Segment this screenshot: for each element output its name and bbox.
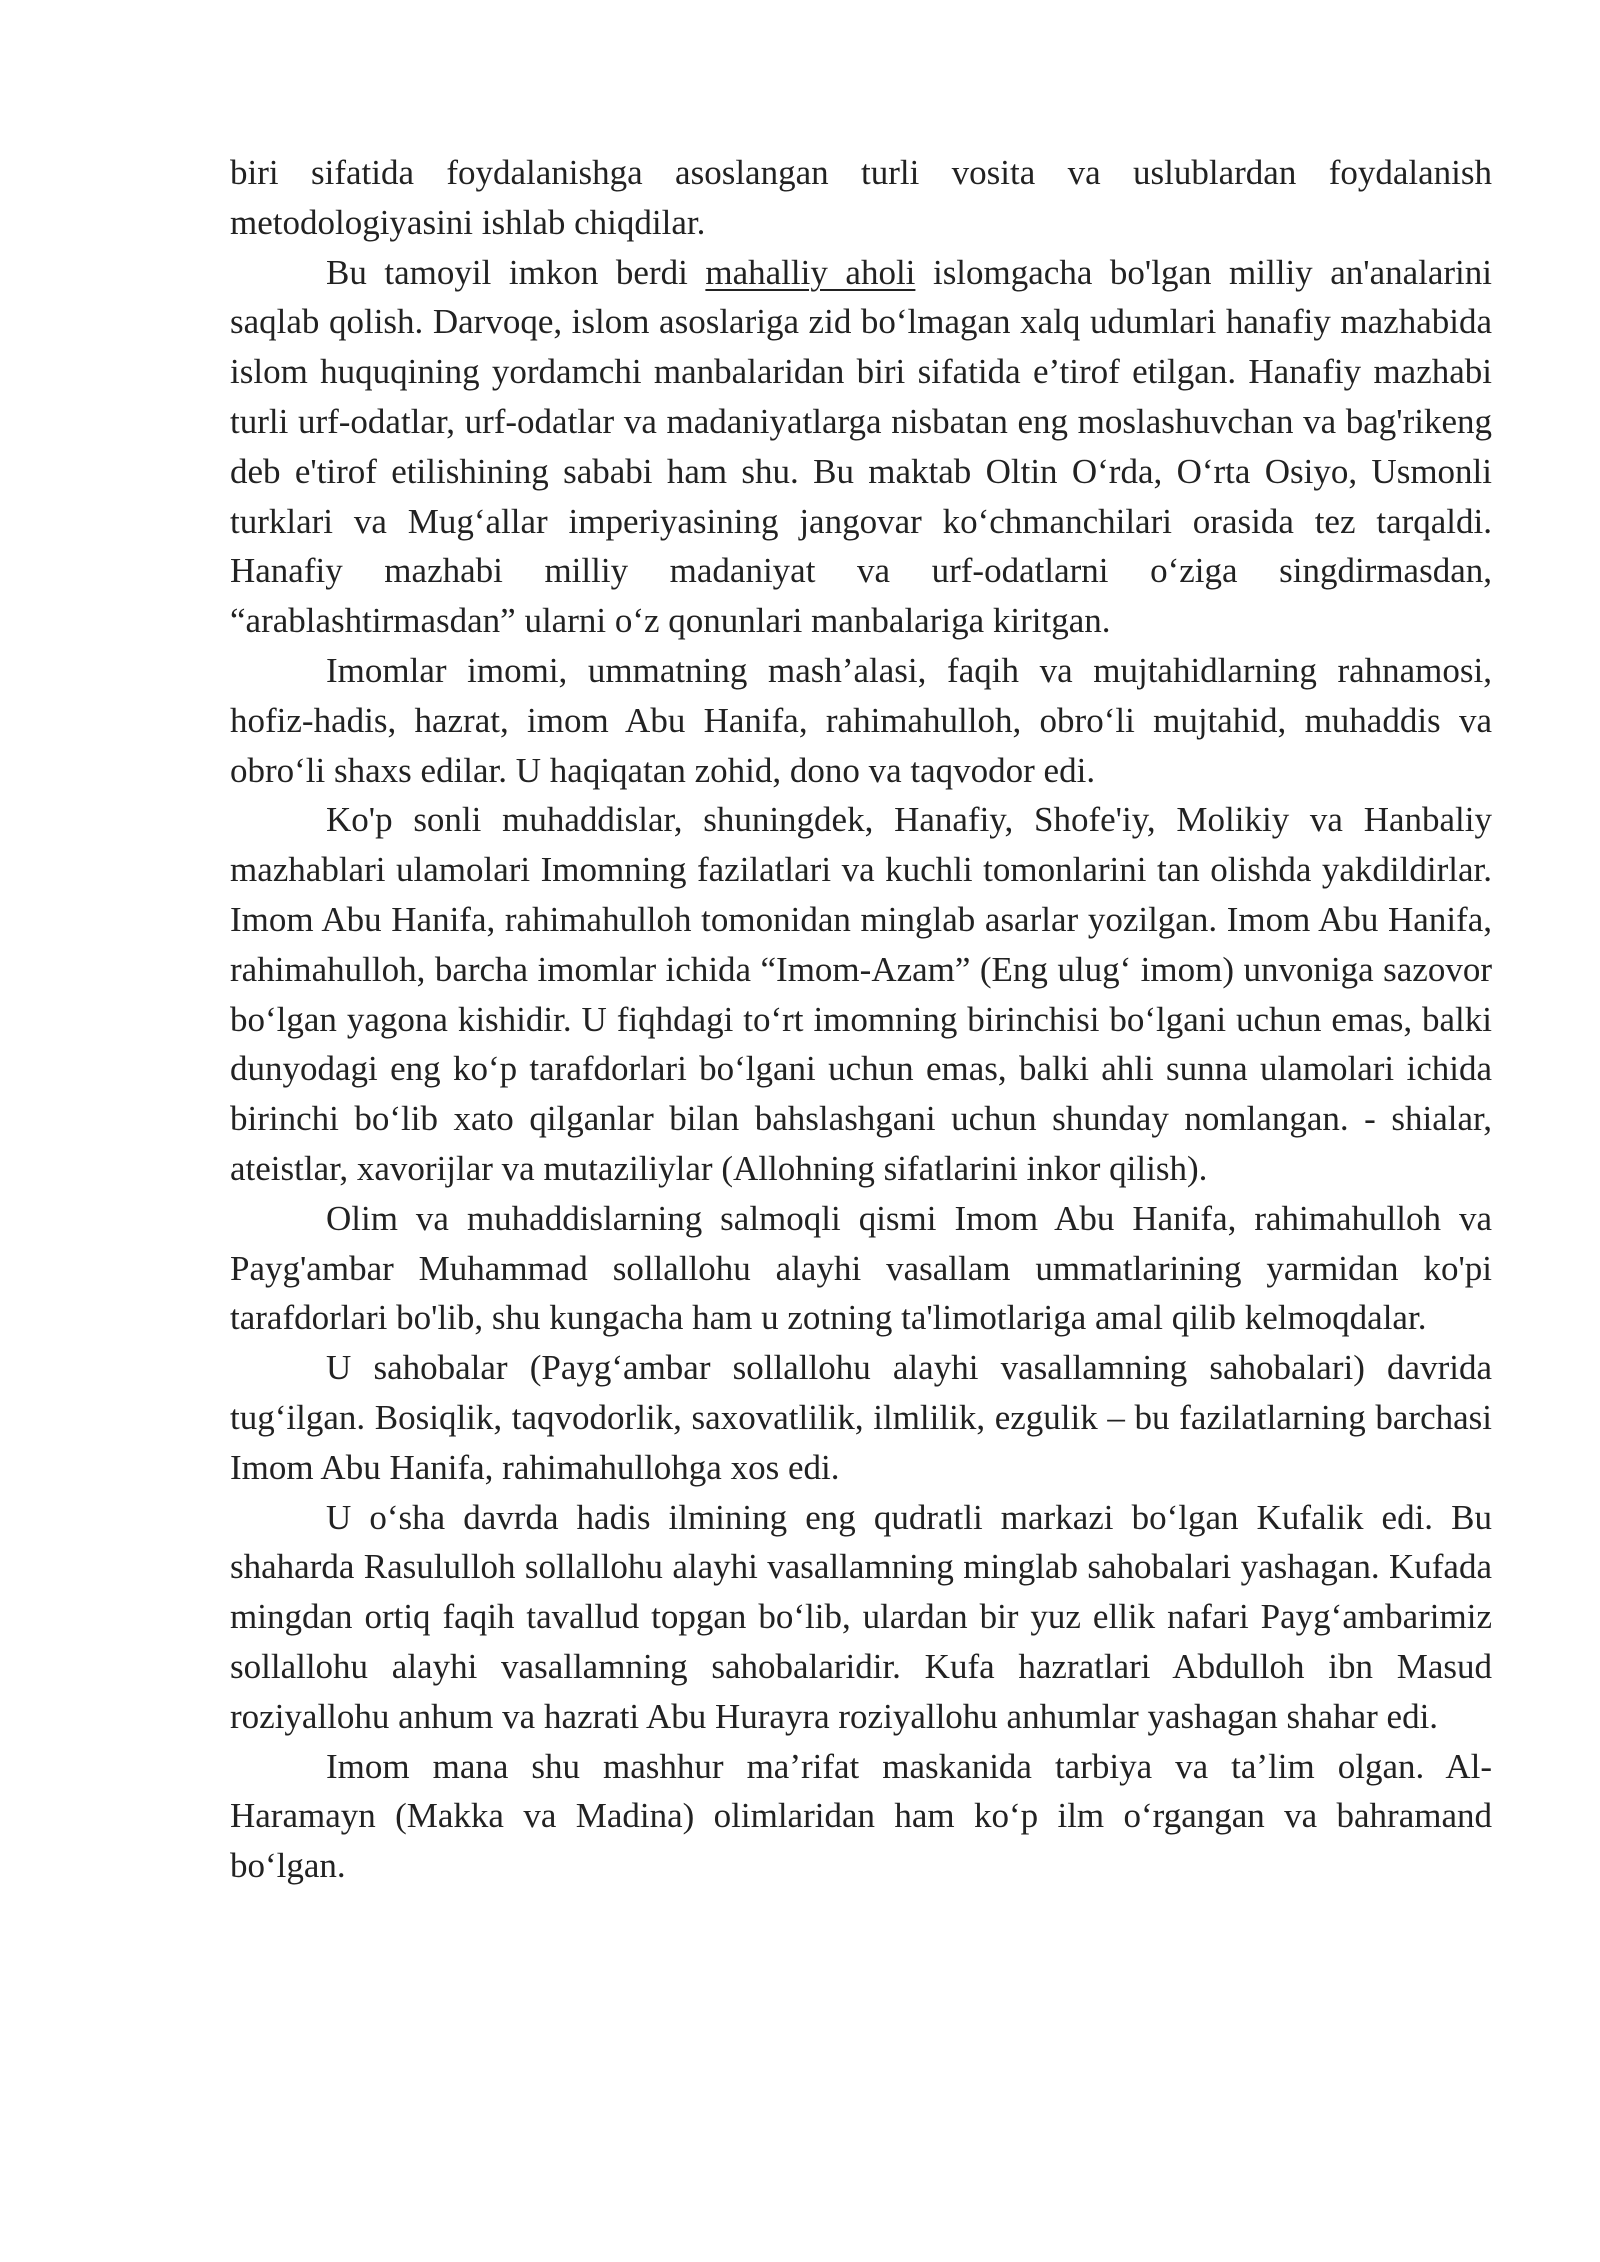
document-page	[230, 148, 1492, 1891]
mahalliy-aholi-link[interactable]: mahalliy aholi	[705, 252, 916, 292]
paragraph-7: U o‘sha davrda hadis ilmining eng qudratli markazi bo‘lgan Kufalik edi. Bu shaharda Rasululloh sollallohu alayhi vasallamning minglab sahobalari yashagan. Kufada mingdan ortiq faqih tavallud topgan bo‘lib, ulardan bir yuz ellik nafari Payg‘ambarimiz sollallohu alayhi vasallamning sahobalaridir. Kufa hazratlari Abdulloh ibn Masud roziyallohu anhum va hazrati Abu Hurayra roziyallohu anhumlar yashagan shahar edi.	[230, 1497, 1492, 1736]
paragraph-8: Imom mana shu mashhur ma’rifat maskanida tarbiya va ta’lim olgan. Al-Haramayn (Makka va Madina) olimlaridan ham ko‘p ilm o‘rgangan va bahramand bo‘lgan.	[230, 1746, 1492, 1886]
paragraph-2-rest: islomgacha bo'lgan milliy an'analarini saqlab qolish. Darvoqe, islom asoslariga zid bo‘lmagan xalq udumlari hanafiy mazhabida islom huquqining yordamchi manbalaridan biri sifatida e’tirof etilgan. Hanafiy mazhabi turli urf-odatlar, urf-odatlar va madaniyatlarga nisbatan eng moslashuvchan va bag'rikeng deb e'tirof etilishining sababi ham shu. Bu maktab Oltin O‘rda, O‘rta Osiyo, Usmonli turklari va Mug‘allar imperiyasining jangovar ko‘chmanchilari orasida tez tarqaldi. Hanafiy mazhabi milliy madaniyat va urf-odatlarni o‘ziga singdirmasdan, “arablashtirmasdan” ularni o‘z qonunlari manbalariga kiritgan.	[230, 252, 1493, 641]
paragraph-5: Olim va muhaddislarning salmoqli qismi Imom Abu Hanifa, rahimahulloh va Payg'ambar Muhammad sollallohu alayhi vasallam ummatlarining yarmidan ko'pi tarafdorlari bo'lib, shu kungacha ham u zotning ta'limotlariga amal qilib kelmoqdalar.	[230, 1198, 1492, 1338]
paragraph-3: Imomlar imomi, ummatning mash’alasi, faqih va mujtahidlarning rahnamosi, hofiz-hadis, hazrat, imom Abu Hanifa, rahimahulloh, obro‘li mujtahid, muhaddis va obro‘li shaxs edilar. U haqiqatan zohid, dono va taqvodor edi.	[230, 650, 1492, 790]
paragraph-4: Ko'p sonli muhaddislar, shuningdek, Hanafiy, Shofe'iy, Molikiy va Hanbaliy mazhablari ulamolari Imomning fazilatlari va kuchli tomonlarini tan olishda yakdildirlar. Imom Abu Hanifa, rahimahulloh tomonidan minglab asarlar yozilgan. Imom Abu Hanifa, rahimahulloh, barcha imomlar ichida “Imom-Azam” (Eng ulug‘ imom) unvoniga sazovor bo‘lgan yagona kishidir. U fiqhdagi to‘rt imomning birinchisi bo‘lgani uchun emas, balki dunyodagi eng ko‘p tarafdorlari bo‘lgani uchun emas, balki ahli sunna ulamolari ichida birinchi bo‘lib xato qilganlar bilan bahslashgani uchun shunday nomlangan. - shialar, ateistlar, xavorijlar va mutaziliylar (Allohning sifatlarini inkor qilish).	[230, 800, 1492, 1188]
paragraph-2-start: Bu tamoyil imkon berdi	[326, 252, 706, 292]
paragraph-2	[230, 248, 1492, 646]
paragraph-1: biri sifatida foydalanishga asoslangan turli vosita va uslublardan foydalanish metodologiyasini ishlab chiqdilar.	[230, 153, 1492, 242]
paragraph-6: U sahobalar (Payg‘ambar sollallohu alayhi vasallamning sahobalari) davrida tug‘ilgan. Bosiqlik, taqvodorlik, saxovatlilik, ilmlilik, ezgulik – bu fazilatlarning barchasi Imom Abu Hanifa, rahimahullohga xos edi.	[230, 1348, 1492, 1487]
